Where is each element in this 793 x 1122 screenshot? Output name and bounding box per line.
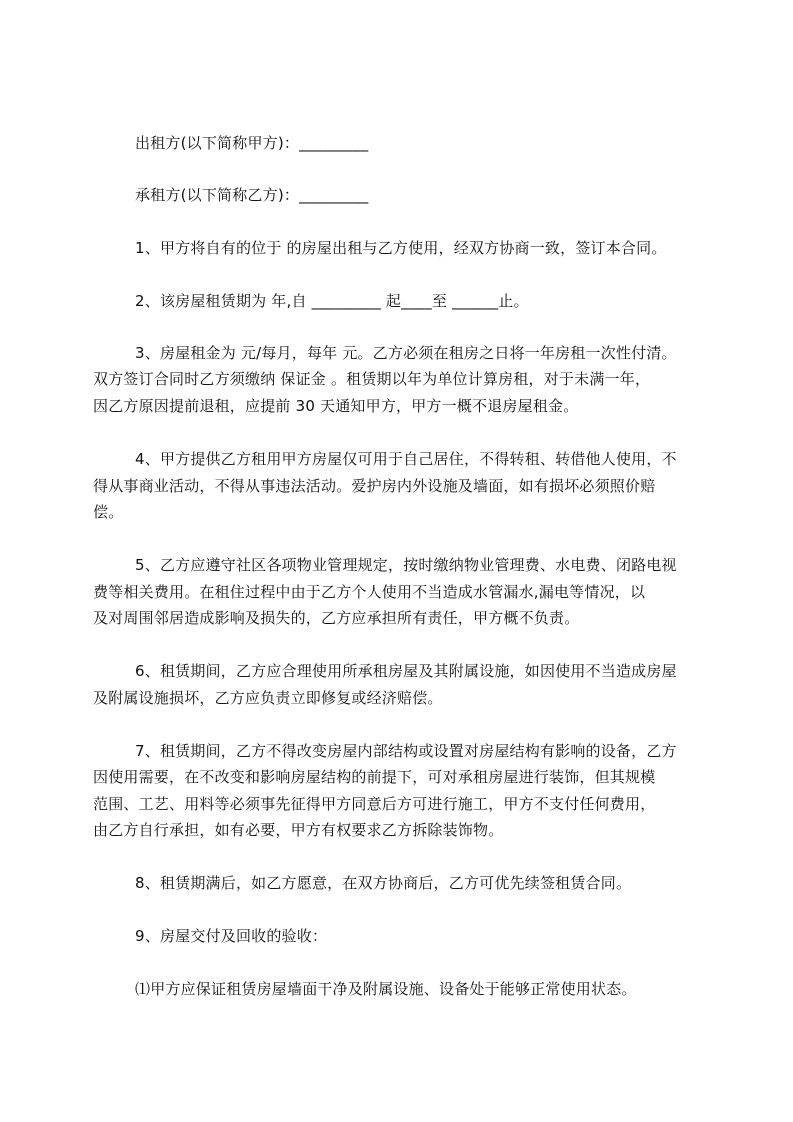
clause-6-line-2: 及附属设施损坏，乙方应负责立即修复或经济赔偿。 bbox=[93, 689, 443, 707]
clause-7-line-2: 因使用需要，在不改变和影响房屋结构的前提下，可对承租房屋进行装饰，但其规模 bbox=[93, 768, 656, 786]
clause-5-line-2: 费等相关费用。在租住过程中由于乙方个人使用不当造成水管漏水,漏电等情况，以 bbox=[93, 583, 646, 601]
clause-2-line-1: 2、该房屋租赁期为 年,自 _________ 起____至 ______止。 bbox=[135, 292, 529, 310]
clause-3-line-3: 因乙方原因提前退租，应提前 30 天通知甲方，甲方一概不退房屋租金。 bbox=[93, 397, 579, 415]
clause-6-line-1: 6、租赁期间，乙方应合理使用所承租房屋及其附属设施，如因使用不当造成房屋 bbox=[135, 662, 677, 680]
clause-5-line-3: 及对周围邻居造成影响及损失的，乙方应承担所有责任，甲方概不负责。 bbox=[93, 609, 580, 627]
clause-4-line-3: 偿。 bbox=[93, 503, 124, 521]
clause-9-title: 9、房屋交付及回收的验收： bbox=[135, 927, 328, 945]
clause-3-line-2: 双方签订合同时乙方须缴纳 保证金 。租赁期以年为单位计算房租，对于未满一年， bbox=[93, 370, 651, 388]
clause-4-line-2: 得从事商业活动，不得从事违法活动。爱护房内外设施及墙面，如有损坏必须照价赔 bbox=[93, 477, 656, 495]
clause-3-line-1: 3、房屋租金为 元/每月，每年 元。乙方必须在租房之日将一年房租一次性付清。 bbox=[135, 344, 677, 362]
clause-8-line-1: 8、租赁期满后，如乙方愿意，在双方协商后，乙方可优先续签租赁合同。 bbox=[135, 874, 632, 892]
clause-7-line-1: 7、租赁期间，乙方不得改变房屋内部结构或设置对房屋结构有影响的设备，乙方 bbox=[135, 742, 677, 760]
clause-7-line-4: 由乙方自行承担，如有必要，甲方有权要求乙方拆除装饰物。 bbox=[93, 821, 504, 839]
clause-9-item-1: ⑴甲方应保证租赁房屋墙面干净及附属设施、设备处于能够正常使用状态。 bbox=[135, 980, 637, 998]
clause-1-line-1: 1、甲方将自有的位于 的房屋出租与乙方使用，经双方协商一致，签订本合同。 bbox=[135, 239, 667, 257]
clause-7-line-3: 范围、工艺、用料等必须事先征得甲方同意后方可进行施工，甲方不支付任何费用， bbox=[93, 795, 656, 813]
lessor-line: 出租方(以下简称甲方)：_________ bbox=[135, 134, 369, 152]
clause-5-line-1: 5、乙方应遵守社区各项物业管理规定，按时缴纳物业管理费、水电费、闭路电视 bbox=[135, 556, 677, 574]
lessee-line: 承租方(以下简称乙方)：_________ bbox=[135, 186, 369, 204]
clause-4-line-1: 4、甲方提供乙方租用甲方房屋仅可用于自己居住，不得转租、转借他人使用，不 bbox=[135, 450, 677, 468]
